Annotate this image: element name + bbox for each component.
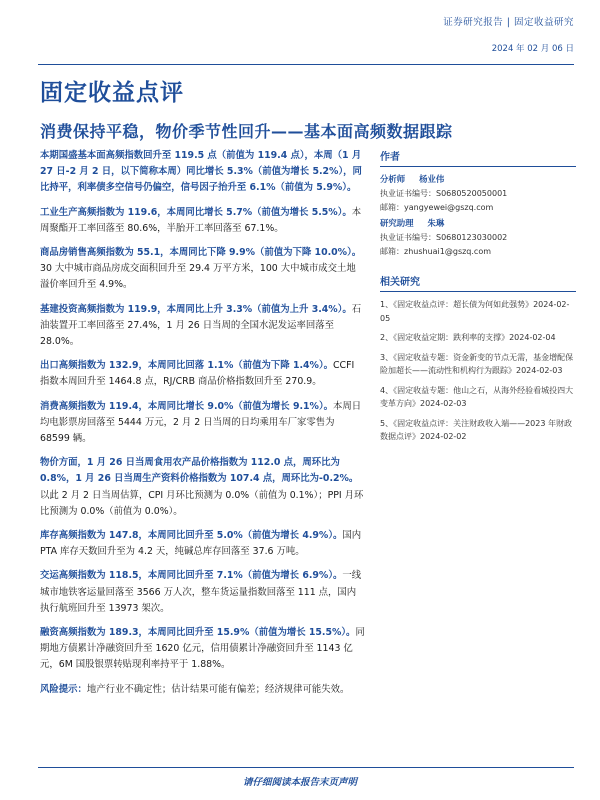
- author-email[interactable]: 邮箱：yangyewei@gszq.com: [380, 203, 494, 212]
- author-cert: 执业证书编号：S0680520050001: [380, 189, 508, 198]
- sidebar-column: [380, 148, 576, 450]
- paragraph-text: 同期地方债累计净融资回升至 1620 亿元，信用债累计净融资回升至 1143 亿元，6M 国股银票转贴现利率持平于 1.88%。: [40, 627, 365, 671]
- related-report-link[interactable]: 3、《固定收益专题：资金新变的节点无需，基金增配保险加超长——流动性和机构行为跟踪》2024-02-03: [380, 352, 574, 375]
- author-cert: 执业证书编号：S0680123030002: [380, 233, 508, 242]
- risk-warning: [40, 682, 365, 698]
- paragraph-text: 30 大中城市商品房成交面积回升至 29.4 万平方米，100 大中城市成交土地溢价率回升至 4.9%。: [40, 263, 356, 291]
- paragraph-highlight: 库存高频指数为 147.8，本周同比回升至 5.0%（前值为增长 4.9%）。: [40, 530, 343, 542]
- summary-paragraph: [40, 358, 365, 390]
- paragraph-text: 石油装置开工率回落至 27.4%，1 月 26 日当周的全国水泥发运率回落至 28.0%。: [40, 303, 362, 348]
- summary-paragraph: [40, 455, 365, 520]
- author-name-line: [380, 217, 576, 229]
- paragraph-highlight: 工业生产高频指数为 119.6，本周同比增长 5.7%（前值为增长 5.5%）。: [40, 206, 352, 218]
- paragraph-highlight: 物价方面，1 月 26 日当周食用农产品价格指数为 112.0 点，周环比为 0.8%，1 月 26 日当周生产资料价格指数为 107.4 点，周环比为-0.2%。: [40, 457, 359, 485]
- paragraph-text: 本周日均电影票房回落至 5444 万元，2 月 2 日当周的日均乘用车厂家零售为 68599 辆。: [40, 400, 362, 445]
- footer-divider: [38, 767, 574, 768]
- author-email[interactable]: 邮箱：zhushuai1@gszq.com: [380, 247, 492, 256]
- paragraph-highlight: 本期国盛基本面高频指数回升至 119.5 点（前值为 119.4 点），本周（1 月 27 日-2 月 2 日，以下简称本周）同比增长 5.3%（前值为增长 5.2%），同比持平，利率债多空信号仍偏空，信号因子抬升至 6.1%（前值为 5.9%）。: [40, 150, 362, 194]
- author-role: 研究助理: [380, 218, 414, 228]
- disclaimer-footer: 请仔细阅读本报告末页声明: [242, 777, 357, 788]
- author-name: 朱琳: [427, 218, 445, 228]
- report-header: [443, 14, 574, 54]
- paragraph-highlight: 交运高频指数为 118.5，本周同比回升至 7.1%（前值为增长 6.9%）。: [40, 570, 343, 582]
- author-entry: [380, 173, 576, 215]
- summary-column: [40, 148, 365, 706]
- paragraph-text: 以此 2 月 2 日当周估算，CPI 月环比预测为 0.0%（前值为 0.1%）；PPI 月环比预测为 0.0%（前值为 0.0%）。: [40, 489, 364, 517]
- report-category: 证券研究报告 | 固定收益研究: [443, 17, 574, 28]
- summary-paragraph: [40, 625, 365, 674]
- author-role: 分析师: [380, 174, 406, 184]
- paragraph-highlight: 商品房销售高频指数为 55.1，本周同比下降 9.9%（前值为下降 10.0%）。: [40, 247, 362, 259]
- summary-paragraph: [40, 148, 365, 197]
- summary-paragraph: [40, 302, 365, 351]
- report-date: 2024 年 02 月 06 日: [491, 44, 574, 54]
- header-divider: [38, 64, 574, 65]
- summary-paragraph: [40, 205, 365, 237]
- summary-paragraph: [40, 528, 365, 560]
- related-report-link[interactable]: 5、《固定收益点评：关注财政收入端——2023 年财政数据点评》2024-02-02: [380, 418, 572, 441]
- summary-paragraph: [40, 399, 365, 448]
- paragraph-text: CCFI 指数本周回升至 1464.8 点，RJ/CRB 商品价格指数回升至 270.9。: [40, 360, 355, 388]
- paragraph-text: 一线城市地铁客运量回落至 3566 万人次，整车货运量指数回落至 111 点，国内执行航班回升至 13973 架次。: [40, 570, 362, 614]
- author-entry: [380, 217, 576, 259]
- paragraph-highlight: 融资高频指数为 189.3，本周同比回升至 15.9%（前值为增长 15.5%）。: [40, 627, 356, 639]
- related-report-link[interactable]: 1、《固定收益点评：超长债为何如此强势》2024-02-05: [380, 300, 570, 323]
- related-report-link[interactable]: 4、《固定收益专题：他山之石，从海外经验看城投四大变革方向》2024-02-03: [380, 385, 574, 408]
- author-name: 杨业伟: [419, 174, 445, 184]
- related-heading: 相关研究: [380, 273, 576, 292]
- report-title: 消费保持平稳，物价季节性回升——基本面高频数据跟踪: [40, 122, 453, 141]
- author-name-line: [380, 173, 576, 185]
- paragraph-text: 国内 PTA 库存天数回升至为 4.2 天，纯碱总库存回落至 37.6 万吨。: [40, 530, 362, 558]
- paragraph-highlight: 消费高频指数为 119.4，本周同比增长 9.0%（前值为增长 9.1%）。: [40, 400, 334, 412]
- authors-heading: 作者: [380, 148, 576, 167]
- report-type-title: 固定收益点评: [40, 80, 184, 106]
- risk-label: 风险提示：: [40, 683, 87, 695]
- paragraph-text: 本周聚酯开工率回落至 80.6%，半胎开工率回落至 67.1%。: [40, 206, 362, 234]
- summary-paragraph: [40, 568, 365, 617]
- risk-text: 地产行业不确定性；估计结果可能有偏差；经济规律可能失效。: [86, 683, 350, 695]
- paragraph-highlight: 出口高频指数为 132.9，本周同比回落 1.1%（前值为下降 1.4%）。: [40, 360, 334, 372]
- related-report-link[interactable]: 2、《固定收益定期：跌利率的支撑》2024-02-04: [380, 333, 556, 342]
- paragraph-highlight: 基建投资高频指数为 119.9，本周同比上升 3.3%（前值为上升 3.4%）。: [40, 303, 352, 315]
- summary-paragraph: [40, 245, 365, 294]
